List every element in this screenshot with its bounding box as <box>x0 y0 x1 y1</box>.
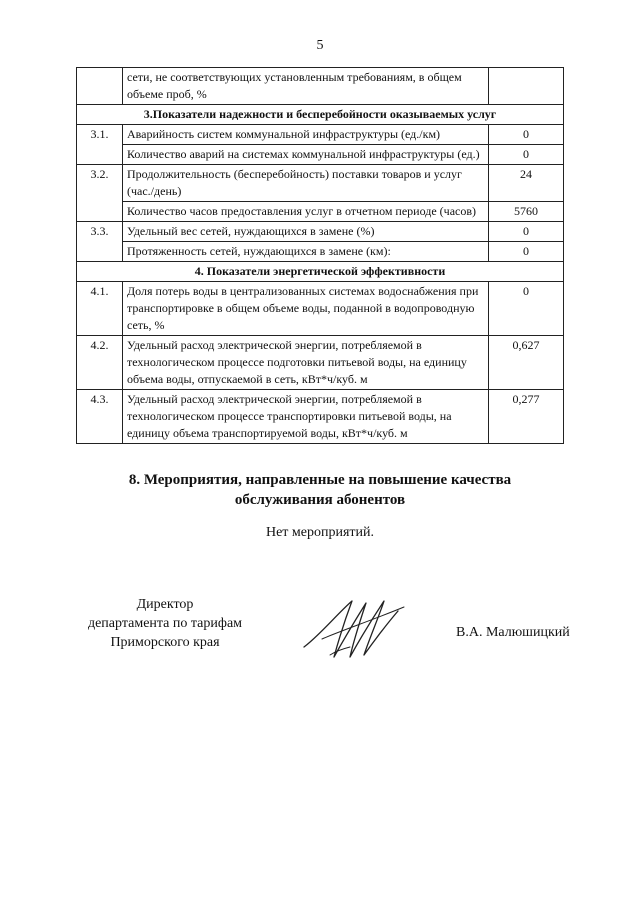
row-text: Доля потерь воды в централизованных системах водоснабжения при транспортировке в общем объеме воды, поданной в водопроводную сеть, % <box>123 282 489 336</box>
indicators-table <box>76 67 564 444</box>
signer-name: В.А. Малюшицкий <box>456 625 570 640</box>
table-row <box>77 390 564 444</box>
row-value: 0,627 <box>489 336 564 390</box>
row-number: 4.3. <box>77 390 123 444</box>
section-4-title: 4. Показатели энергетической эффективности <box>77 262 564 282</box>
section-header-row <box>77 262 564 282</box>
signer-position <box>60 595 270 652</box>
table-row <box>77 202 564 222</box>
table-row <box>77 336 564 390</box>
row-value: 0 <box>489 242 564 262</box>
row-number: 4.2. <box>77 336 123 390</box>
handwritten-signature <box>300 595 410 665</box>
row-value: 0 <box>489 282 564 336</box>
row-text: Удельный расход электрической энергии, потребляемой в технологическом процессе подготовки питьевой воды, на единицу объема воды, отпускаемой в сеть, кВт*ч/куб. м <box>123 336 489 390</box>
row-text: Количество часов предоставления услуг в отчетном периоде (часов) <box>123 202 489 222</box>
section-8-heading-line1: 8. Мероприятия, направленные на повышение качества <box>128 472 512 488</box>
row-text: Продолжительность (бесперебойность) поставки товаров и услуг (час./день) <box>123 165 489 202</box>
row-text: Удельный расход электрической энергии, потребляемой в технологическом процессе транспортировки питьевой воды, на единицу объема транспортируемой воды, кВт*ч/куб. м <box>123 390 489 444</box>
section-8-heading-line2: обслуживания абонентов <box>234 492 406 508</box>
row-value: 0 <box>489 125 564 145</box>
row-number: 3.3. <box>77 222 123 262</box>
row-number: 3.2. <box>77 165 123 222</box>
row-value: 5760 <box>489 202 564 222</box>
row-value: 24 <box>489 165 564 202</box>
row-number: 3.1. <box>77 125 123 165</box>
table-row <box>77 125 564 145</box>
section-8-body: Нет мероприятий. <box>265 525 375 540</box>
row-text: Аварийность систем коммунальной инфраструктуры (ед./км) <box>123 125 489 145</box>
row-value: 0 <box>489 222 564 242</box>
table-row <box>77 145 564 165</box>
table-row <box>77 242 564 262</box>
table-row <box>77 222 564 242</box>
signer-position-line2: департамента по тарифам <box>87 616 243 631</box>
page-number: 5 <box>316 38 324 53</box>
row-number: 4.1. <box>77 282 123 336</box>
row-number <box>77 68 123 105</box>
row-text: сети, не соответствующих установленным требованиям, в общем объеме проб, % <box>123 68 489 105</box>
row-value <box>489 68 564 105</box>
table-row <box>77 68 564 105</box>
row-text: Количество аварий на системах коммунальной инфраструктуры (ед.) <box>123 145 489 165</box>
signer-position-line1: Директор <box>136 597 194 612</box>
table-row <box>77 165 564 202</box>
row-text: Удельный вес сетей, нуждающихся в замене (%) <box>123 222 489 242</box>
row-value: 0 <box>489 145 564 165</box>
table-row <box>77 282 564 336</box>
row-text: Протяженность сетей, нуждающихся в замене (км): <box>123 242 489 262</box>
section-header-row <box>77 105 564 125</box>
row-value: 0,277 <box>489 390 564 444</box>
section-3-title: 3.Показатели надежности и бесперебойности оказываемых услуг <box>77 105 564 125</box>
signer-position-line3: Приморского края <box>110 635 220 650</box>
section-8-heading <box>0 470 640 510</box>
